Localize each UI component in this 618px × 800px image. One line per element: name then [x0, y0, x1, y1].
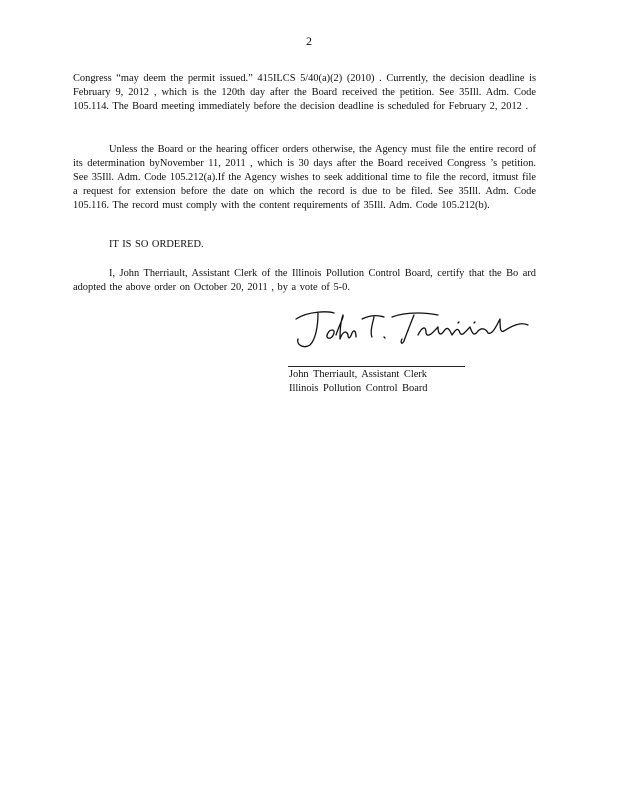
- paragraph-decision-deadline: Congress “may deem the permit issued.” 415ILCS 5/40(a)(2) (2010) . Currently, the decision deadline is February 9, 2012 , which is the 120th day after the Board received the petition. See 35Ill. Adm. Code 105.114. The Board meeting immediately before the decision deadline is scheduled for February 2, 2012 .: [73, 73, 536, 112]
- signature-line: [288, 366, 465, 367]
- paragraph-record-filing: Unless the Board or the hearing officer orders otherwise, the Agency must file the entire record of its determination byNovember 11, 2011 , which is 30 days after the Board received Congress ’s petition. See 35Ill. Adm. Code 105.212(a).If the Agency wishes to seek additional time to file the record, itmust file a request for extension before the date on which the record is due to be filed. See 35Ill. Adm. Code 105.116. The record must comply with the content requirements of 35Ill. Adm. Code 105.212(b).: [73, 144, 536, 211]
- handwritten-signature: [288, 305, 533, 353]
- paragraph-so-ordered: IT IS SO ORDERED.: [109, 239, 204, 250]
- paragraph-certification: I, John Therriault, Assistant Clerk of the Illinois Pollution Control Board, certify that the Bo ard adopted the above order on October 20, 2011 , by a vote of 5-0.: [73, 268, 536, 293]
- page-number: 2: [306, 34, 312, 48]
- signature-block: [289, 368, 428, 396]
- signer-organization: Illinois Pollution Control Board: [289, 383, 428, 394]
- signer-name-title: John Therriault, Assistant Clerk: [289, 369, 427, 380]
